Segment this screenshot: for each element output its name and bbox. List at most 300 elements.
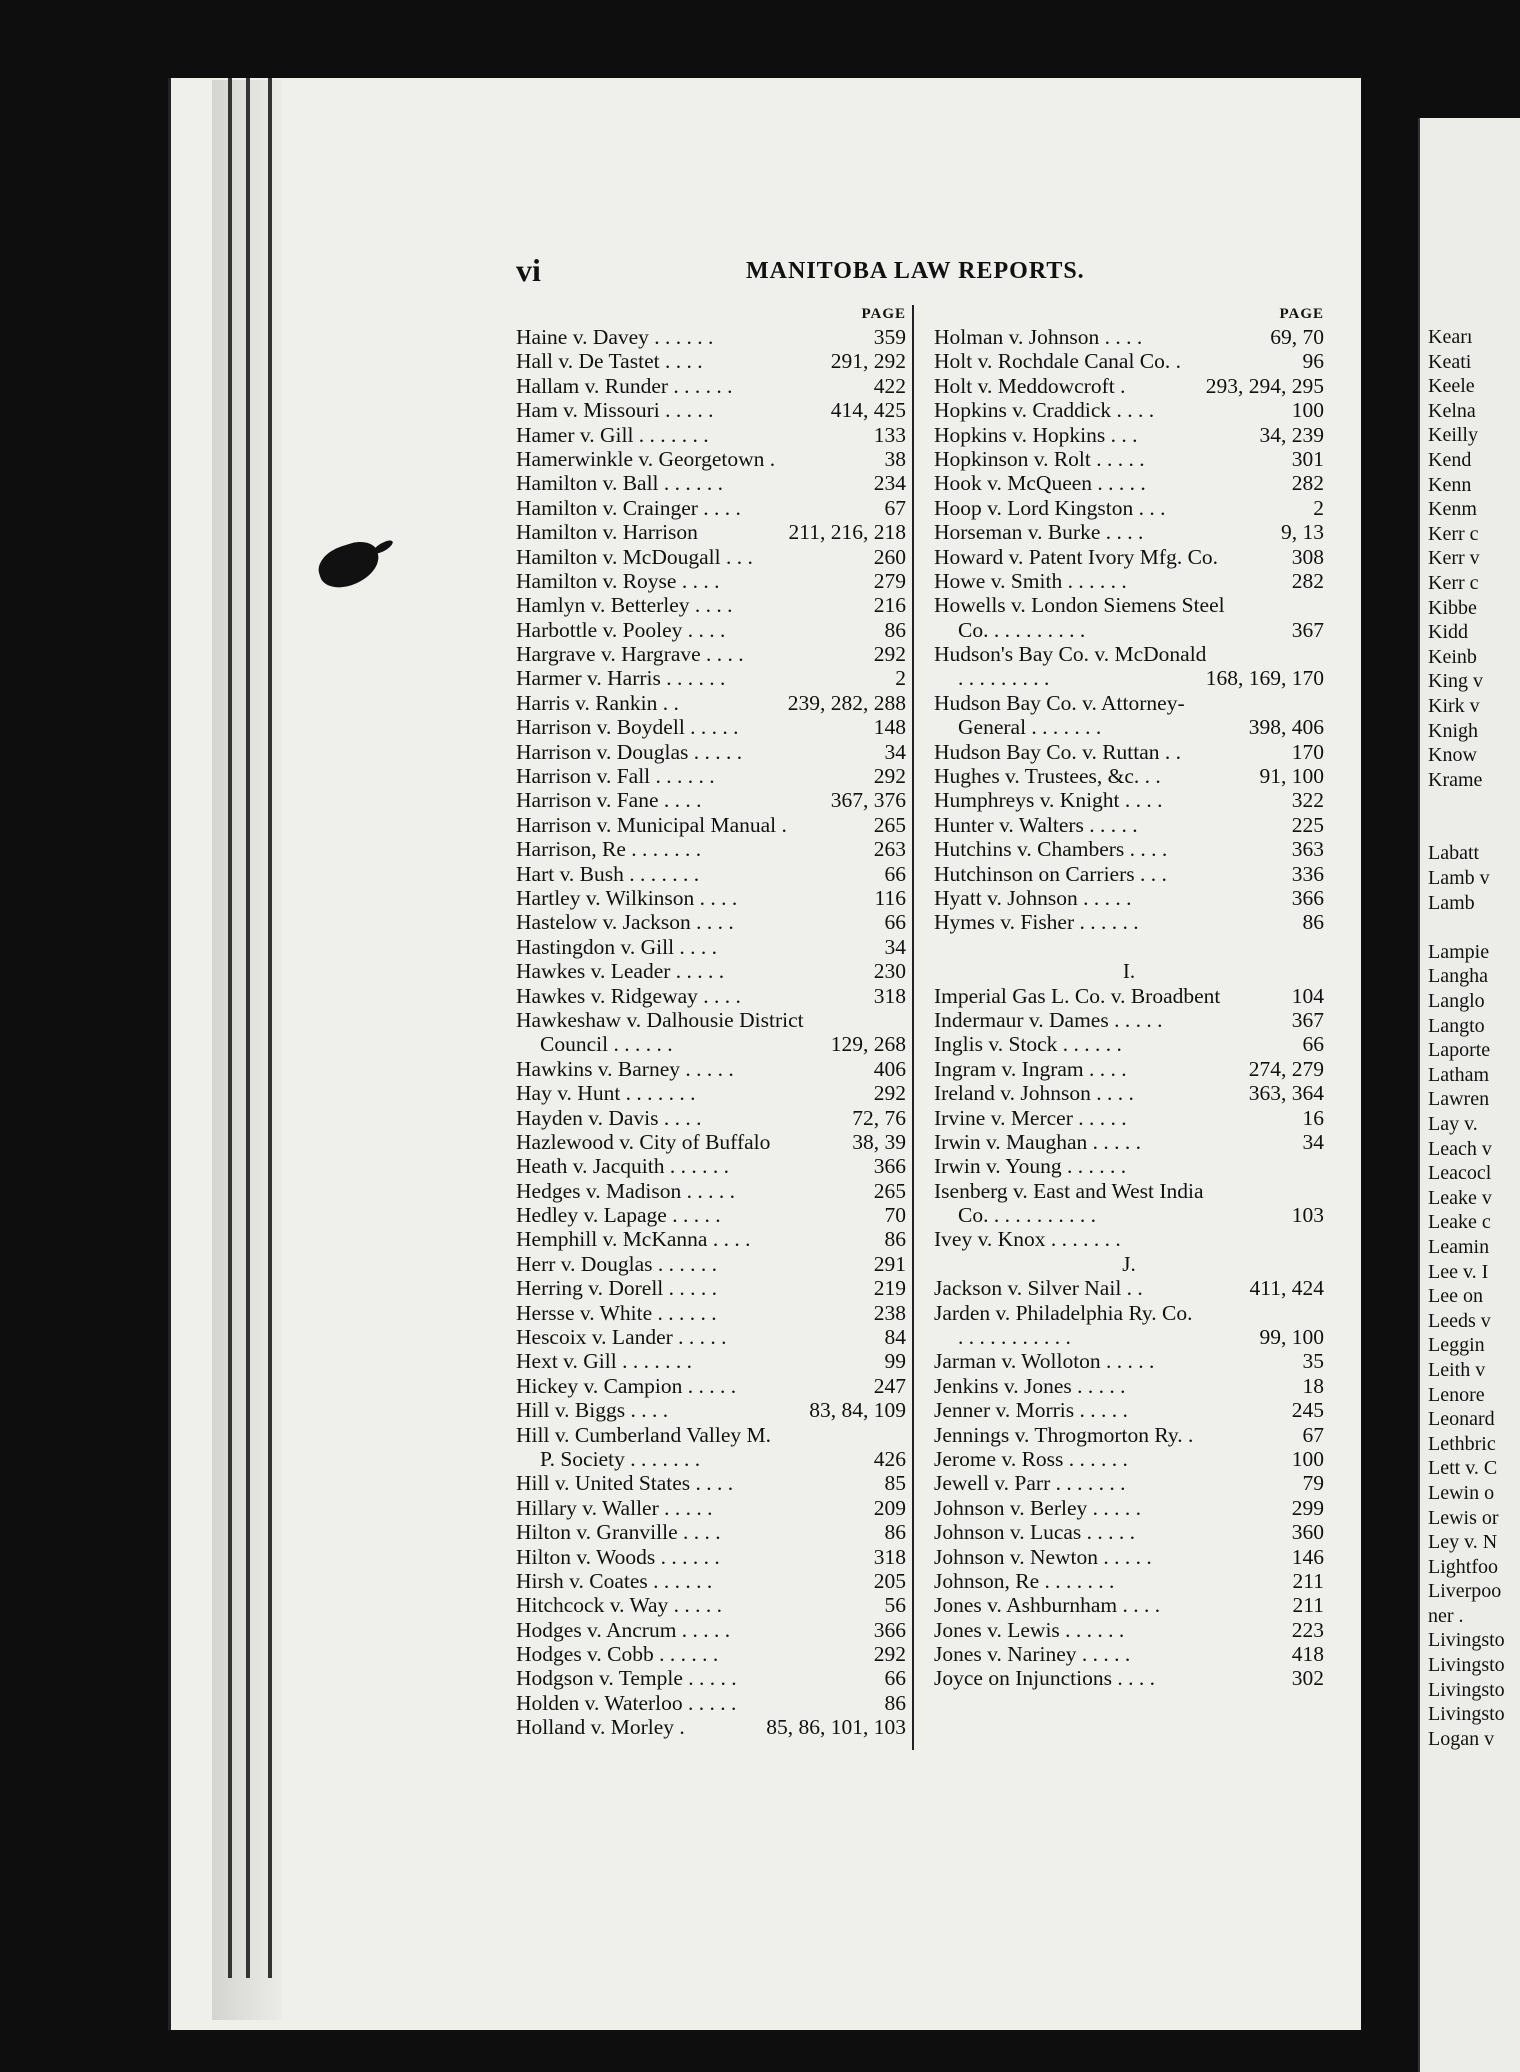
case-name: Hawkes v. Leader . . . . .	[516, 959, 725, 984]
page-references: 322	[1291, 788, 1324, 813]
case-name: Hedley v. Lapage . . . . .	[516, 1203, 721, 1228]
page-references: 292	[873, 1081, 906, 1106]
next-page-fragment: Langha	[1428, 965, 1488, 988]
case-name: Hill v. Cumberland Valley M.	[516, 1422, 771, 1447]
next-page-fragment: Livingsto	[1428, 1629, 1505, 1652]
page-references: 245	[1291, 1398, 1324, 1423]
index-entry	[934, 1471, 1324, 1495]
index-entry	[516, 349, 906, 373]
case-name: . . . . . . . . .	[958, 666, 1050, 691]
next-page-fragment: Lenore	[1428, 1383, 1485, 1406]
page-references: 56	[884, 1593, 906, 1618]
index-entry	[934, 325, 1324, 349]
index-entry	[934, 1447, 1324, 1471]
next-page-fragment: Leggin	[1428, 1334, 1485, 1357]
case-name: Jarden v. Philadelphia Ry. Co.	[934, 1300, 1193, 1325]
page-references: 16	[1302, 1105, 1324, 1130]
index-entry	[516, 496, 906, 520]
index-entry	[516, 910, 906, 934]
page-references: 38	[884, 446, 906, 471]
case-name: Johnson v. Newton . . . . .	[934, 1544, 1152, 1569]
page-references: 66	[884, 910, 906, 935]
next-page-fragment: Liverpoo	[1428, 1580, 1502, 1603]
case-name: Hamer v. Gill . . . . . . .	[516, 422, 709, 447]
case-name: Hall v. De Tastet . . . .	[516, 349, 703, 374]
index-entry	[934, 642, 1324, 666]
case-name: Hopkins v. Craddick . . . .	[934, 398, 1155, 423]
page-references: 301	[1291, 446, 1324, 471]
index-entry	[934, 813, 1324, 837]
index-entry	[516, 715, 906, 739]
index-entry	[934, 910, 1324, 934]
page-references: 209	[873, 1495, 906, 1520]
next-page-fragment	[1420, 817, 1520, 842]
page-references: 86	[1302, 910, 1324, 935]
page-references: 91, 100	[1259, 764, 1324, 789]
case-name: Jenner v. Morris . . . . .	[934, 1398, 1128, 1423]
page-references: 72, 76	[852, 1105, 906, 1130]
next-page-fragment: Leonard	[1428, 1408, 1495, 1431]
next-page-fragment: Latham	[1428, 1063, 1490, 1086]
index-entry	[934, 1081, 1324, 1105]
case-name: Hodgson v. Temple . . . . .	[516, 1666, 737, 1691]
index-entry	[934, 423, 1324, 447]
case-name: Inglis v. Stock . . . . . .	[934, 1032, 1122, 1057]
page-references: 366	[1291, 885, 1324, 910]
case-name: Howells v. London Siemens Steel	[934, 593, 1225, 618]
case-name: Hudson Bay Co. v. Attorney-	[934, 690, 1185, 715]
page-references: 234	[873, 471, 906, 496]
next-page-fragment: Lamb v	[1428, 867, 1490, 890]
page-references: 100	[1291, 398, 1324, 423]
next-page-fragment: Leake v	[1428, 1186, 1492, 1209]
index-entry	[516, 1447, 906, 1471]
case-name: Co. . . . . . . . . . .	[958, 1203, 1096, 1228]
next-page-fragment: Lethbric	[1428, 1432, 1496, 1455]
page-references: 219	[873, 1276, 906, 1301]
next-page-fragment: Keati	[1428, 350, 1472, 373]
section-letter-heading: J.	[1122, 1251, 1136, 1276]
next-page-fragment: Livingsto	[1428, 1678, 1505, 1701]
case-name: Jenkins v. Jones . . . . .	[934, 1373, 1126, 1398]
case-name: Hawkeshaw v. Dalhousie District	[516, 1007, 804, 1032]
index-entry	[516, 1398, 906, 1422]
index-entry	[934, 1593, 1324, 1617]
case-name: Hutchinson on Carriers . . .	[934, 861, 1167, 886]
index-entry	[516, 1569, 906, 1593]
case-name: Hitchcock v. Way . . . . .	[516, 1593, 723, 1618]
next-page-fragment: Laporte	[1428, 1039, 1491, 1062]
next-page-fragment: Livingsto	[1428, 1703, 1505, 1726]
next-page-fragment: Kidd	[1428, 621, 1468, 644]
index-entry	[516, 666, 906, 690]
index-entry	[516, 1276, 906, 1300]
index-entry	[934, 1618, 1324, 1642]
case-name: Harrison v. Boydell . . . . .	[516, 715, 739, 740]
case-name: Co. . . . . . . . . .	[958, 617, 1086, 642]
case-name: Jones v. Ashburnham . . . .	[934, 1593, 1161, 1618]
page-number: vi	[516, 252, 541, 288]
case-name: Haine v. Davey . . . . . .	[516, 325, 714, 349]
case-name: Jerome v. Ross . . . . . .	[934, 1446, 1128, 1471]
index-entry	[934, 447, 1324, 471]
page-references: 292	[873, 764, 906, 789]
page-references: 426	[873, 1446, 906, 1471]
page-references: 85, 86, 101, 103	[766, 1715, 906, 1740]
page-references: 225	[1291, 812, 1324, 837]
page-references: 211, 216, 218	[788, 520, 906, 545]
next-page-fragment: Lampie	[1428, 940, 1490, 963]
next-page-fragment: Leacocl	[1428, 1162, 1492, 1185]
next-page-edge	[1418, 118, 1520, 2072]
page-references: 86	[884, 1227, 906, 1252]
case-name: Hargrave v. Hargrave . . . .	[516, 642, 744, 667]
index-entry	[516, 788, 906, 812]
case-name: Hamlyn v. Betterley . . . .	[516, 593, 733, 618]
case-name: Irvine v. Mercer . . . . .	[934, 1105, 1127, 1130]
page-references: 146	[1291, 1544, 1324, 1569]
next-page-fragment: Lewis or	[1428, 1506, 1499, 1529]
page-references: 318	[873, 983, 906, 1008]
index-entry	[934, 1057, 1324, 1081]
page-references: 299	[1291, 1495, 1324, 1520]
index-entry	[934, 471, 1324, 495]
index-entry	[934, 862, 1324, 886]
index-entry	[934, 1398, 1324, 1422]
next-page-fragment: Kearı	[1428, 326, 1473, 348]
next-page-fragment: Kenm	[1428, 498, 1477, 521]
index-entry	[934, 618, 1324, 642]
next-page-fragment: Lett v. C	[1428, 1457, 1498, 1480]
index-entry	[516, 618, 906, 642]
page-references: 238	[873, 1300, 906, 1325]
index-entry	[516, 984, 906, 1008]
next-page-fragment: Kerr c	[1428, 522, 1479, 545]
index-entry	[934, 1130, 1324, 1154]
case-name: Hopkinson v. Rolt . . . . .	[934, 446, 1145, 471]
index-entry	[516, 740, 906, 764]
index-entry	[934, 398, 1324, 422]
index-entry	[934, 496, 1324, 520]
case-name: Hook v. McQueen . . . . .	[934, 471, 1146, 496]
index-entry	[934, 349, 1324, 373]
index-entry	[516, 1545, 906, 1569]
page-references: 96	[1302, 349, 1324, 374]
index-entry	[934, 1349, 1324, 1373]
case-name: Hart v. Bush . . . . . . .	[516, 861, 700, 886]
page-references: 367	[1291, 617, 1324, 642]
binding-line	[228, 78, 232, 1978]
page-references: 69, 70	[1270, 325, 1324, 349]
index-entry	[516, 837, 906, 861]
case-name: Heath v. Jacquith . . . . . .	[516, 1154, 729, 1179]
left-index-column	[516, 303, 906, 1740]
case-name: Hazlewood v. City of Buffalo	[516, 1129, 771, 1154]
index-entry	[516, 1666, 906, 1690]
next-page-fragment: Kirk v	[1428, 694, 1480, 717]
next-page-fragment: Kerr c	[1428, 571, 1479, 594]
case-name: Hunter v. Walters . . . . .	[934, 812, 1138, 837]
page-references: 86	[884, 617, 906, 642]
page-references: 129, 268	[830, 1032, 906, 1057]
page-references: 18	[1302, 1373, 1324, 1398]
page-references: 279	[873, 568, 906, 593]
next-page-fragment: Leake c	[1428, 1211, 1491, 1234]
next-page-fragment: Lightfoo	[1428, 1555, 1498, 1578]
index-entry	[934, 593, 1324, 617]
case-name: Irwin v. Young . . . . . .	[934, 1154, 1127, 1179]
page-references: 66	[1302, 1032, 1324, 1057]
next-page-fragment: Kend	[1428, 448, 1472, 471]
page-references: 34	[884, 739, 906, 764]
index-entry	[934, 1496, 1324, 1520]
case-name: Hext v. Gill . . . . . . .	[516, 1349, 692, 1374]
case-name: Irwin v. Maughan . . . . .	[934, 1129, 1142, 1154]
page-references: 66	[884, 1666, 906, 1691]
index-entry	[934, 666, 1324, 690]
index-entry	[516, 1252, 906, 1276]
index-entry	[934, 1642, 1324, 1666]
page-references: 318	[873, 1544, 906, 1569]
index-entry	[934, 1154, 1324, 1178]
case-name: Ingram v. Ingram . . . .	[934, 1056, 1127, 1081]
case-name: Ireland v. Johnson . . . .	[934, 1081, 1134, 1106]
index-entry	[934, 1520, 1324, 1544]
case-name: Hawkins v. Barney . . . . .	[516, 1056, 734, 1081]
case-name: Jarman v. Wolloton . . . . .	[934, 1349, 1155, 1374]
next-page-fragment: Labatt	[1428, 842, 1480, 865]
next-page-fragment: Lamb	[1428, 891, 1475, 914]
index-entry	[516, 1081, 906, 1105]
next-page-fragment: Lee on	[1428, 1285, 1483, 1308]
case-name: Hyatt v. Johnson . . . . .	[934, 885, 1132, 910]
page-references: 103	[1291, 1203, 1324, 1228]
case-name: Holland v. Morley .	[516, 1715, 685, 1740]
case-name: Johnson v. Berley . . . . .	[934, 1495, 1142, 1520]
next-page-fragment: Logan v	[1428, 1727, 1495, 1750]
case-name: Howard v. Patent Ivory Mfg. Co.	[934, 544, 1219, 569]
case-name: Jackson v. Silver Nail . .	[934, 1276, 1143, 1301]
case-name: Humphreys v. Knight . . . .	[934, 788, 1163, 813]
case-name: Hudson Bay Co. v. Ruttan . .	[934, 739, 1182, 764]
page-references: 366	[873, 1154, 906, 1179]
page-references: 70	[884, 1203, 906, 1228]
section-letter-heading: I.	[1122, 959, 1136, 984]
next-page-fragment: Kerr v	[1428, 547, 1480, 570]
index-entry	[934, 1569, 1324, 1593]
page-references: 99	[884, 1349, 906, 1374]
page-references: 293, 294, 295	[1205, 373, 1324, 398]
case-name: Horseman v. Burke . . . .	[934, 520, 1144, 545]
index-entry	[934, 984, 1324, 1008]
index-entry	[516, 1349, 906, 1373]
next-page-fragment: Leeds v	[1428, 1309, 1491, 1332]
page-references: 398, 406	[1248, 715, 1324, 740]
case-name: Harrison, Re . . . . . . .	[516, 837, 702, 862]
case-name: Hay v. Hunt . . . . . . .	[516, 1081, 696, 1106]
page-references: 170	[1291, 739, 1324, 764]
page-references: 282	[1291, 471, 1324, 496]
page-references: 292	[873, 642, 906, 667]
next-page-fragment: Krame	[1428, 768, 1483, 791]
case-name: Council . . . . . .	[540, 1032, 673, 1057]
page-references: 2	[1313, 495, 1324, 520]
index-entry	[516, 1471, 906, 1495]
next-page-fragment: Keinb	[1428, 645, 1477, 668]
page-references: 360	[1291, 1520, 1324, 1545]
blank-line	[934, 935, 1324, 959]
index-entry	[934, 569, 1324, 593]
page-column-label: PAGE	[1279, 306, 1324, 322]
case-name: Harrison v. Fane . . . .	[516, 788, 702, 813]
index-entry	[516, 1423, 906, 1447]
case-name: Hodges v. Cobb . . . . . .	[516, 1642, 719, 1667]
case-name: Hilton v. Woods . . . . . .	[516, 1544, 720, 1569]
case-name: Harris v. Rankin . .	[516, 690, 679, 715]
next-page-fragment: Langlo	[1428, 990, 1485, 1013]
page-references: 216	[873, 593, 906, 618]
case-name: Harrison v. Douglas . . . . .	[516, 739, 743, 764]
case-name: Harmer v. Harris . . . . . .	[516, 666, 726, 691]
next-page-fragment: Langto	[1428, 1014, 1485, 1037]
page-references: 336	[1291, 861, 1324, 886]
index-entry	[934, 788, 1324, 812]
index-entry	[934, 691, 1324, 715]
page-references: 274, 279	[1248, 1056, 1324, 1081]
index-entry	[516, 471, 906, 495]
page-references: 34	[884, 934, 906, 959]
index-entry	[516, 1593, 906, 1617]
case-name: Holt v. Meddowcroft .	[934, 373, 1126, 398]
index-entry	[516, 1154, 906, 1178]
page-references: 205	[873, 1568, 906, 1593]
index-entry	[516, 1691, 906, 1715]
case-name: Jewell v. Parr . . . . . . .	[934, 1471, 1126, 1496]
index-entry	[934, 520, 1324, 544]
next-page-fragment: Kenn	[1428, 473, 1472, 496]
page-references: 302	[1291, 1666, 1324, 1691]
page-references: 66	[884, 861, 906, 886]
page-references: 9, 13	[1281, 520, 1324, 545]
case-name: Holt v. Rochdale Canal Co. .	[934, 349, 1182, 374]
case-name: Hastelow v. Jackson . . . .	[516, 910, 734, 935]
column-divider	[912, 305, 914, 1750]
case-name: Jennings v. Throgmorton Ry. .	[934, 1422, 1194, 1447]
page-references: 411, 424	[1249, 1276, 1324, 1301]
page-references: 34, 239	[1259, 422, 1324, 447]
index-entry	[934, 715, 1324, 739]
page-references: 247	[873, 1373, 906, 1398]
page-references: 367, 376	[830, 788, 906, 813]
index-entry	[516, 1203, 906, 1227]
case-name: Hill v. Biggs . . . .	[516, 1398, 669, 1423]
case-name: Indermaur v. Dames . . . . .	[934, 1007, 1163, 1032]
index-entry	[516, 545, 906, 569]
index-entry	[516, 1618, 906, 1642]
next-page-fragment: King v	[1428, 670, 1483, 693]
case-name: Holden v. Waterloo . . . . .	[516, 1690, 737, 1715]
page-references: 414, 425	[830, 398, 906, 423]
case-name: Hamilton v. Ball . . . . . .	[516, 471, 724, 496]
case-name: Hedges v. Madison . . . . .	[516, 1178, 735, 1203]
next-page-fragment: Keele	[1428, 375, 1475, 398]
case-name: Hescoix v. Lander . . . . .	[516, 1325, 727, 1350]
page-references: 211	[1292, 1568, 1324, 1593]
index-entry	[516, 423, 906, 447]
page-references: 79	[1302, 1471, 1324, 1496]
page-references: 260	[873, 544, 906, 569]
next-page-fragment: Lewin o	[1428, 1481, 1495, 1504]
index-entry	[516, 374, 906, 398]
index-entry	[516, 520, 906, 544]
case-name: Hawkes v. Ridgeway . . . .	[516, 983, 741, 1008]
index-entry	[934, 837, 1324, 861]
page-references: 99, 100	[1259, 1325, 1324, 1350]
case-name: Hillary v. Waller . . . . .	[516, 1495, 713, 1520]
page-references: 2	[895, 666, 906, 691]
next-page-fragment	[1420, 792, 1520, 817]
index-entry	[516, 1520, 906, 1544]
index-entry	[516, 886, 906, 910]
next-page-fragment: Knigh	[1428, 719, 1478, 742]
page-references: 148	[873, 715, 906, 740]
index-entry	[934, 1423, 1324, 1447]
index-entry	[516, 1642, 906, 1666]
page-references: 308	[1291, 544, 1324, 569]
page-references: 282	[1291, 568, 1324, 593]
case-name: Ham v. Missouri . . . . .	[516, 398, 714, 423]
page-references: 292	[873, 1642, 906, 1667]
index-entry	[516, 813, 906, 837]
case-name: Hamilton v. Harrison	[516, 520, 698, 545]
index-entry	[934, 545, 1324, 569]
case-name: Hamilton v. McDougall . . .	[516, 544, 753, 569]
index-entry	[516, 1374, 906, 1398]
case-name: Howe v. Smith . . . . . .	[934, 568, 1127, 593]
case-name: Hughes v. Trustees, &c. . .	[934, 764, 1161, 789]
case-name: Johnson v. Lucas . . . . .	[934, 1520, 1136, 1545]
index-entry	[516, 1179, 906, 1203]
index-entry	[934, 1032, 1324, 1056]
page-references: 67	[884, 495, 906, 520]
case-name: Hamilton v. Royse . . . .	[516, 568, 720, 593]
index-entry	[516, 935, 906, 959]
case-name: Hallam v. Runder . . . . . .	[516, 373, 733, 398]
page-references: 100	[1291, 1446, 1324, 1471]
page-references: 116	[874, 885, 906, 910]
case-name: Ivey v. Knox . . . . . . .	[934, 1227, 1121, 1252]
index-entry	[934, 1325, 1324, 1349]
case-name: Jones v. Lewis . . . . . .	[934, 1617, 1125, 1642]
index-entry	[516, 398, 906, 422]
page-references: 85	[884, 1471, 906, 1496]
page-references: 86	[884, 1690, 906, 1715]
case-name: Johnson, Re . . . . . . .	[934, 1568, 1115, 1593]
case-name: Holman v. Johnson . . . .	[934, 325, 1143, 349]
page-references: 359	[873, 325, 906, 349]
page-references: 265	[873, 1178, 906, 1203]
running-head: MANITOBA LAW REPORTS.	[746, 258, 1085, 284]
page-references: 422	[873, 373, 906, 398]
index-entry	[934, 1179, 1324, 1203]
case-name: Jones v. Nariney . . . . .	[934, 1642, 1131, 1667]
index-entry	[516, 1227, 906, 1251]
case-name: Hudson's Bay Co. v. McDonald	[934, 642, 1207, 667]
index-entry	[934, 740, 1324, 764]
case-name: Hickey v. Campion . . . . .	[516, 1373, 737, 1398]
page-references: 363	[1291, 837, 1324, 862]
index-entry	[934, 1301, 1324, 1325]
